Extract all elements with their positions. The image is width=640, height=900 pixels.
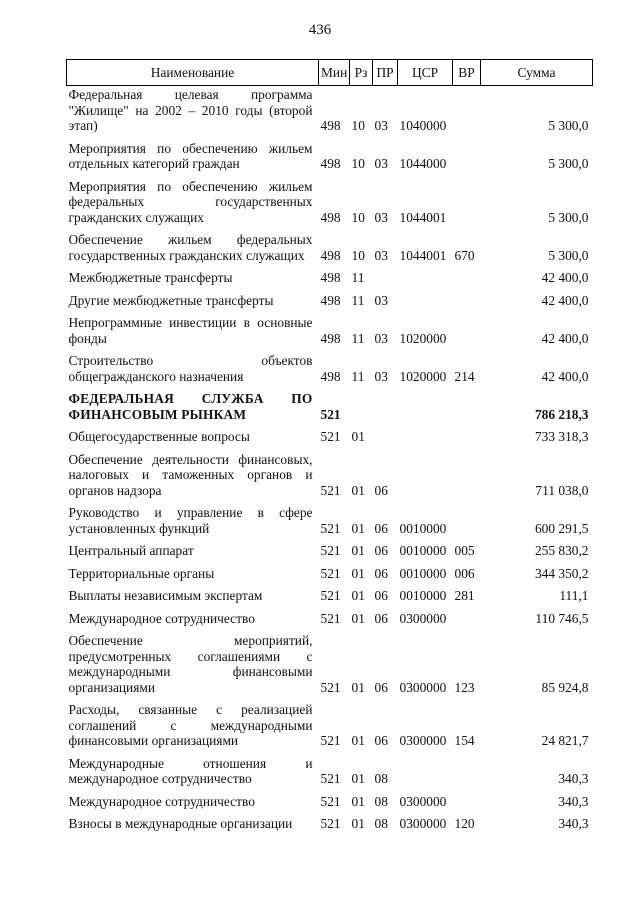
row-rz-cell: 01 bbox=[351, 482, 365, 498]
row-min-cell: 521 bbox=[320, 771, 341, 786]
row-rz-cell: 01 bbox=[351, 565, 365, 581]
table-row bbox=[67, 626, 593, 695]
row-min-cell: 521 bbox=[320, 565, 341, 581]
row-name-cell: Международные отношения и международное сотрудничество bbox=[68, 755, 313, 786]
row-vr-cell: 214 bbox=[454, 368, 475, 384]
row-pr-cell: 06 bbox=[374, 482, 388, 498]
row-name-cell: Общегосударственные вопросы bbox=[68, 429, 250, 444]
row-csr-cell bbox=[398, 749, 453, 787]
row-sum-cell: 340,3 bbox=[558, 793, 589, 809]
row-vr-cell: 006 bbox=[454, 565, 475, 581]
row-vr-cell bbox=[453, 422, 481, 445]
row-min-cell: 521 bbox=[320, 588, 341, 603]
table-body bbox=[67, 86, 593, 832]
row-csr-cell: 0010000 bbox=[399, 588, 447, 603]
row-pr-cell bbox=[373, 384, 398, 422]
row-min-cell: 521 bbox=[320, 406, 341, 422]
row-pr-cell: 03 bbox=[374, 156, 388, 171]
row-pr-cell: 03 bbox=[374, 247, 388, 263]
row-min-cell: 498 bbox=[320, 247, 341, 263]
row-rz-cell: 01 bbox=[351, 793, 365, 809]
table-header bbox=[67, 60, 593, 86]
row-csr-cell: 1040000 bbox=[399, 118, 447, 133]
row-rz-cell: 10 bbox=[351, 247, 365, 263]
row-rz-cell: 01 bbox=[351, 816, 365, 831]
row-pr-cell: 03 bbox=[374, 368, 388, 384]
row-sum-cell: 255 830,2 bbox=[534, 543, 589, 558]
row-vr-cell: 154 bbox=[454, 733, 475, 748]
table-row bbox=[67, 225, 593, 263]
row-vr-cell bbox=[453, 263, 481, 286]
row-vr-cell: 123 bbox=[454, 679, 475, 695]
row-sum-cell: 600 291,5 bbox=[534, 520, 589, 536]
row-rz-cell: 10 bbox=[351, 118, 365, 133]
row-csr-cell: 0300000 bbox=[399, 793, 447, 809]
header-min: Мин bbox=[319, 60, 350, 86]
row-name-cell: Другие межбюджетные трансферты bbox=[68, 292, 274, 308]
row-pr-cell: 06 bbox=[374, 588, 388, 603]
row-vr-cell bbox=[453, 286, 481, 309]
row-sum-cell: 42 400,0 bbox=[541, 292, 589, 308]
row-rz-cell: 10 bbox=[351, 156, 365, 171]
row-pr-cell bbox=[373, 263, 398, 286]
row-min-cell: 521 bbox=[320, 482, 341, 498]
row-csr-cell: 1020000 bbox=[399, 368, 447, 384]
row-name-cell: Непрограммные инвестиции в основные фонды bbox=[68, 315, 313, 346]
row-name-cell: Обеспечение деятельности финансовых, налоговых и таможенных органов и органов надзора bbox=[68, 451, 313, 498]
row-name-cell: Федеральная целевая программа "Жилище" на 2002 – 2010 годы (второй этап) bbox=[68, 87, 313, 133]
row-vr-cell bbox=[453, 604, 481, 627]
row-pr-cell: 03 bbox=[374, 118, 388, 133]
row-min-cell: 498 bbox=[320, 270, 341, 285]
row-vr-cell bbox=[453, 134, 481, 172]
table-row bbox=[67, 787, 593, 810]
row-csr-cell: 1044001 bbox=[399, 247, 447, 263]
row-name-cell: Центральный аппарат bbox=[68, 543, 194, 558]
row-csr-cell: 0300000 bbox=[399, 679, 447, 695]
table-row bbox=[67, 581, 593, 604]
row-sum-cell: 111,1 bbox=[559, 588, 589, 603]
table-row bbox=[67, 286, 593, 309]
row-pr-cell: 06 bbox=[374, 679, 388, 695]
row-rz-cell: 01 bbox=[351, 429, 365, 444]
table-row bbox=[67, 445, 593, 499]
header-vr: ВР bbox=[453, 60, 481, 86]
table-row bbox=[67, 749, 593, 787]
row-csr-cell: 1020000 bbox=[399, 330, 447, 346]
row-vr-cell bbox=[453, 172, 481, 226]
row-name-cell: Руководство и управление в сфере установленных функций bbox=[68, 505, 313, 536]
row-sum-cell: 85 924,8 bbox=[541, 679, 589, 695]
row-name-cell: Международное сотрудничество bbox=[68, 793, 255, 809]
row-vr-cell: 670 bbox=[454, 247, 475, 263]
row-csr-cell: 0300000 bbox=[399, 733, 447, 748]
row-pr-cell: 06 bbox=[374, 565, 388, 581]
row-vr-cell: 281 bbox=[454, 588, 475, 603]
row-name-cell: Обеспечение мероприятий, предусмотренных соглашениями с международными финансовыми организациями bbox=[68, 633, 313, 695]
row-vr-cell bbox=[453, 384, 481, 422]
row-pr-cell: 08 bbox=[374, 816, 388, 831]
row-name-cell: Мероприятия по обеспечению жильем федеральных государственных гражданских служащих bbox=[68, 178, 313, 225]
row-vr-cell bbox=[453, 498, 481, 536]
row-sum-cell: 733 318,3 bbox=[534, 429, 589, 444]
row-rz-cell: 11 bbox=[351, 330, 365, 346]
row-sum-cell: 24 821,7 bbox=[541, 733, 589, 748]
row-rz-cell: 01 bbox=[351, 679, 365, 695]
header-pr: ПР bbox=[373, 60, 398, 86]
row-min-cell: 521 bbox=[320, 793, 341, 809]
row-sum-cell: 340,3 bbox=[558, 816, 589, 831]
row-csr-cell: 0300000 bbox=[399, 610, 447, 626]
row-pr-cell: 03 bbox=[374, 209, 388, 225]
table-row bbox=[67, 809, 593, 832]
table-row bbox=[67, 86, 593, 134]
row-csr-cell bbox=[398, 286, 453, 309]
row-pr-cell bbox=[373, 422, 398, 445]
row-csr-cell: 0010000 bbox=[399, 543, 447, 558]
row-min-cell: 521 bbox=[320, 429, 341, 444]
row-csr-cell: 1044001 bbox=[399, 209, 447, 225]
row-min-cell: 498 bbox=[320, 209, 341, 225]
row-name-cell: Расходы, связанные с реализацией соглашений с международными финансовыми организациями bbox=[68, 702, 313, 748]
table-row bbox=[67, 695, 593, 749]
row-csr-cell bbox=[398, 445, 453, 499]
row-rz-cell: 01 bbox=[351, 543, 365, 558]
table-row bbox=[67, 498, 593, 536]
row-sum-cell: 42 400,0 bbox=[541, 368, 589, 384]
row-rz-cell: 01 bbox=[351, 610, 365, 626]
table-row bbox=[67, 346, 593, 384]
row-pr-cell: 08 bbox=[374, 793, 388, 809]
row-rz-cell: 01 bbox=[351, 520, 365, 536]
row-pr-cell: 03 bbox=[374, 292, 388, 308]
row-name-cell: Мероприятия по обеспечению жильем отдельных категорий граждан bbox=[68, 140, 313, 171]
row-sum-cell: 42 400,0 bbox=[541, 270, 589, 285]
row-sum-cell: 42 400,0 bbox=[541, 330, 589, 346]
page-number: 436 bbox=[308, 22, 332, 38]
row-csr-cell: 1044000 bbox=[399, 156, 447, 171]
header-rz: Рз bbox=[350, 60, 373, 86]
row-name-cell: Обеспечение жильем федеральных государственных гражданских служащих bbox=[68, 232, 313, 263]
row-vr-cell: 120 bbox=[454, 816, 475, 831]
table-row bbox=[67, 263, 593, 286]
row-rz-cell bbox=[350, 384, 373, 422]
row-vr-cell bbox=[453, 749, 481, 787]
row-min-cell: 521 bbox=[320, 679, 341, 695]
row-sum-cell: 5 300,0 bbox=[548, 118, 589, 133]
row-pr-cell: 06 bbox=[374, 543, 388, 558]
row-min-cell: 521 bbox=[320, 733, 341, 748]
table-row bbox=[67, 536, 593, 559]
table-row bbox=[67, 422, 593, 445]
row-sum-cell: 5 300,0 bbox=[548, 209, 589, 225]
table-row bbox=[67, 172, 593, 226]
row-rz-cell: 11 bbox=[351, 292, 365, 308]
row-rz-cell: 11 bbox=[351, 270, 365, 285]
table-row bbox=[67, 604, 593, 627]
row-csr-cell bbox=[398, 263, 453, 286]
row-vr-cell bbox=[453, 86, 481, 134]
row-pr-cell: 06 bbox=[374, 610, 388, 626]
row-vr-cell bbox=[453, 308, 481, 346]
row-vr-cell bbox=[453, 787, 481, 810]
row-sum-cell: 344 350,2 bbox=[534, 565, 589, 581]
row-csr-cell: 0010000 bbox=[399, 520, 447, 536]
row-min-cell: 521 bbox=[320, 543, 341, 558]
row-sum-cell: 711 038,0 bbox=[535, 482, 589, 498]
row-sum-cell: 786 218,3 bbox=[534, 406, 589, 422]
row-csr-cell bbox=[398, 384, 453, 422]
row-sum-cell: 340,3 bbox=[558, 771, 589, 786]
row-sum-cell: 5 300,0 bbox=[548, 247, 589, 263]
row-csr-cell bbox=[398, 422, 453, 445]
header-csr: ЦСР bbox=[398, 60, 453, 86]
row-name-cell: Территориальные органы bbox=[68, 565, 215, 581]
budget-table bbox=[66, 59, 593, 832]
row-min-cell: 498 bbox=[320, 368, 341, 384]
row-pr-cell: 08 bbox=[374, 771, 388, 786]
row-name-cell: Строительство объектов общегражданского назначения bbox=[68, 353, 313, 384]
row-csr-cell: 0010000 bbox=[399, 565, 447, 581]
row-min-cell: 498 bbox=[320, 118, 341, 133]
header-sum: Сумма bbox=[481, 60, 593, 86]
row-name-cell: Выплаты независимым экспертам bbox=[68, 588, 263, 603]
row-min-cell: 498 bbox=[320, 330, 341, 346]
row-vr-cell: 005 bbox=[454, 543, 475, 558]
row-pr-cell: 03 bbox=[374, 330, 388, 346]
row-pr-cell: 06 bbox=[374, 520, 388, 536]
row-name-cell: Международное сотрудничество bbox=[68, 610, 255, 626]
row-name-cell: Взносы в международные организации bbox=[68, 816, 293, 831]
table-row bbox=[67, 384, 593, 422]
header-name: Наименование bbox=[67, 60, 319, 86]
row-min-cell: 498 bbox=[320, 156, 341, 171]
row-sum-cell: 110 746,5 bbox=[535, 610, 589, 626]
row-pr-cell: 06 bbox=[374, 733, 388, 748]
table-row bbox=[67, 308, 593, 346]
row-rz-cell: 11 bbox=[351, 368, 365, 384]
row-sum-cell: 5 300,0 bbox=[548, 156, 589, 171]
row-rz-cell: 10 bbox=[351, 209, 365, 225]
row-min-cell: 521 bbox=[320, 610, 341, 626]
row-rz-cell: 01 bbox=[351, 588, 365, 603]
row-csr-cell: 0300000 bbox=[399, 816, 447, 831]
row-rz-cell: 01 bbox=[351, 733, 365, 748]
table-row bbox=[67, 134, 593, 172]
row-name-cell: Межбюджетные трансферты bbox=[68, 270, 233, 285]
row-min-cell: 521 bbox=[320, 520, 341, 536]
row-rz-cell: 01 bbox=[351, 771, 365, 786]
row-name-cell: ФЕДЕРАЛЬНАЯ СЛУЖБА ПО ФИНАНСОВЫМ РЫНКАМ bbox=[68, 391, 313, 422]
row-min-cell: 498 bbox=[320, 292, 341, 308]
table-row bbox=[67, 559, 593, 582]
row-vr-cell bbox=[453, 445, 481, 499]
row-min-cell: 521 bbox=[320, 816, 341, 831]
